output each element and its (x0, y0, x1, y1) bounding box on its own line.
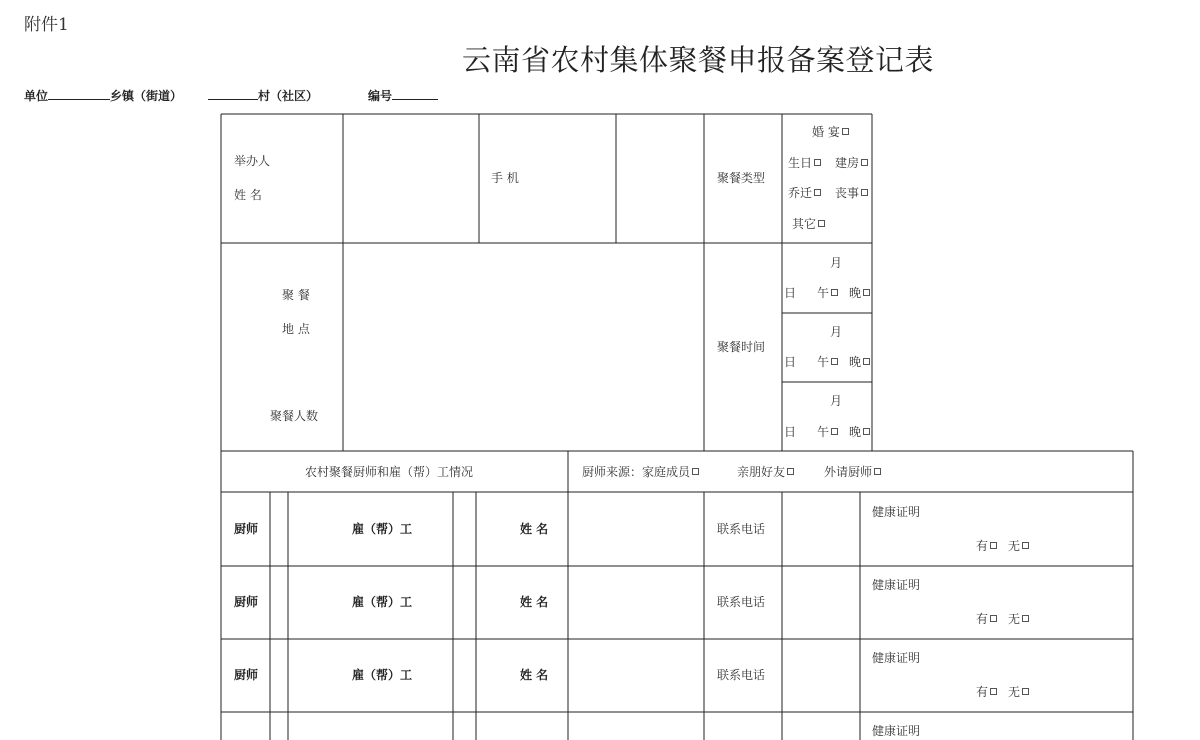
time-slot-noon[interactable]: 午 (817, 425, 838, 439)
row-name-label: 姓 名 (520, 668, 549, 682)
row-helper-label: 雇（帮）工 (352, 595, 413, 609)
type-move[interactable]: 乔迁 (788, 186, 821, 200)
checkbox-icon (818, 220, 825, 227)
checkbox-icon (692, 468, 699, 475)
row-contact-label: 联系电话 (717, 595, 766, 609)
checkbox-icon (863, 358, 870, 365)
number-label: 编号 (368, 89, 393, 103)
health-yes[interactable]: 有 (976, 539, 997, 553)
time-slot-month: 月 (830, 325, 843, 339)
health-yes[interactable]: 有 (976, 612, 997, 626)
time-slot-month: 月 (830, 394, 843, 408)
checkbox-icon (861, 159, 868, 166)
headcount-label: 聚餐人数 (270, 409, 319, 423)
checkbox-icon (814, 159, 821, 166)
row-health-label: 健康证明 (872, 651, 921, 665)
time-slot-day: 日 (784, 286, 797, 300)
checkbox-icon (990, 615, 997, 622)
type-birthday[interactable]: 生日 (788, 156, 821, 170)
checkbox-icon (814, 189, 821, 196)
time-slot-evening[interactable]: 晚 (849, 286, 870, 300)
row-chef-label: 厨师 (234, 522, 259, 536)
checkbox-icon (874, 468, 881, 475)
time-slot-noon[interactable]: 午 (817, 355, 838, 369)
row-health-label: 健康证明 (872, 505, 921, 519)
health-yes[interactable]: 有 (976, 685, 997, 699)
time-slot-evening[interactable]: 晚 (849, 425, 870, 439)
meal-type-label: 聚餐类型 (717, 171, 766, 185)
checkbox-icon (831, 358, 838, 365)
attachment-label: 附件1 (24, 15, 69, 35)
organizer-name-label: 姓 名 (234, 188, 262, 202)
checkbox-icon (831, 428, 838, 435)
type-funeral[interactable]: 丧事 (835, 186, 868, 200)
checkbox-icon (990, 688, 997, 695)
checkbox-icon (1022, 542, 1029, 549)
checkbox-icon (863, 428, 870, 435)
phone-label: 手 机 (491, 171, 519, 185)
checkbox-icon (787, 468, 794, 475)
township-label: 乡镇（街道） (110, 89, 183, 103)
time-slot-month: 月 (830, 256, 843, 270)
time-slot-evening[interactable]: 晚 (849, 355, 870, 369)
chef-source-friends[interactable]: 亲朋好友 (737, 465, 794, 479)
row-chef-label: 厨师 (234, 668, 259, 682)
village-label: 村（社区） (258, 89, 319, 103)
row-health-label: 健康证明 (872, 724, 921, 738)
organizer-label: 举办人 (234, 154, 271, 168)
type-wedding[interactable]: 婚 宴 (812, 125, 849, 139)
health-no[interactable]: 无 (1008, 539, 1029, 553)
row-contact-label: 联系电话 (717, 522, 766, 536)
form-title: 云南省农村集体聚餐申报备案登记表 (462, 43, 935, 77)
meal-time-label: 聚餐时间 (717, 340, 766, 354)
checkbox-icon (1022, 688, 1029, 695)
type-other[interactable]: 其它 (792, 217, 825, 231)
location-label: 聚 餐 (282, 288, 310, 302)
checkbox-icon (831, 289, 838, 296)
row-health-label: 健康证明 (872, 578, 921, 592)
checkbox-icon (1022, 615, 1029, 622)
row-name-label: 姓 名 (520, 595, 549, 609)
location-label-2: 地 点 (282, 322, 310, 336)
type-new-house[interactable]: 建房 (835, 156, 868, 170)
health-no[interactable]: 无 (1008, 685, 1029, 699)
chef-source-family[interactable]: 厨师来源：家庭成员 (582, 465, 699, 479)
row-helper-label: 雇（帮）工 (352, 522, 413, 536)
health-no[interactable]: 无 (1008, 612, 1029, 626)
unit-label: 单位 (24, 89, 49, 103)
row-contact-label: 联系电话 (717, 668, 766, 682)
time-slot-day: 日 (784, 425, 797, 439)
checkbox-icon (842, 128, 849, 135)
checkbox-icon (990, 542, 997, 549)
row-name-label: 姓 名 (520, 522, 549, 536)
chef-source-external[interactable]: 外请厨师 (824, 465, 881, 479)
time-slot-day: 日 (784, 355, 797, 369)
chef-section-label: 农村聚餐厨师和雇（帮）工情况 (305, 465, 474, 479)
time-slot-noon[interactable]: 午 (817, 286, 838, 300)
checkbox-icon (861, 189, 868, 196)
row-helper-label: 雇（帮）工 (352, 668, 413, 682)
row-chef-label: 厨师 (234, 595, 259, 609)
checkbox-icon (863, 289, 870, 296)
